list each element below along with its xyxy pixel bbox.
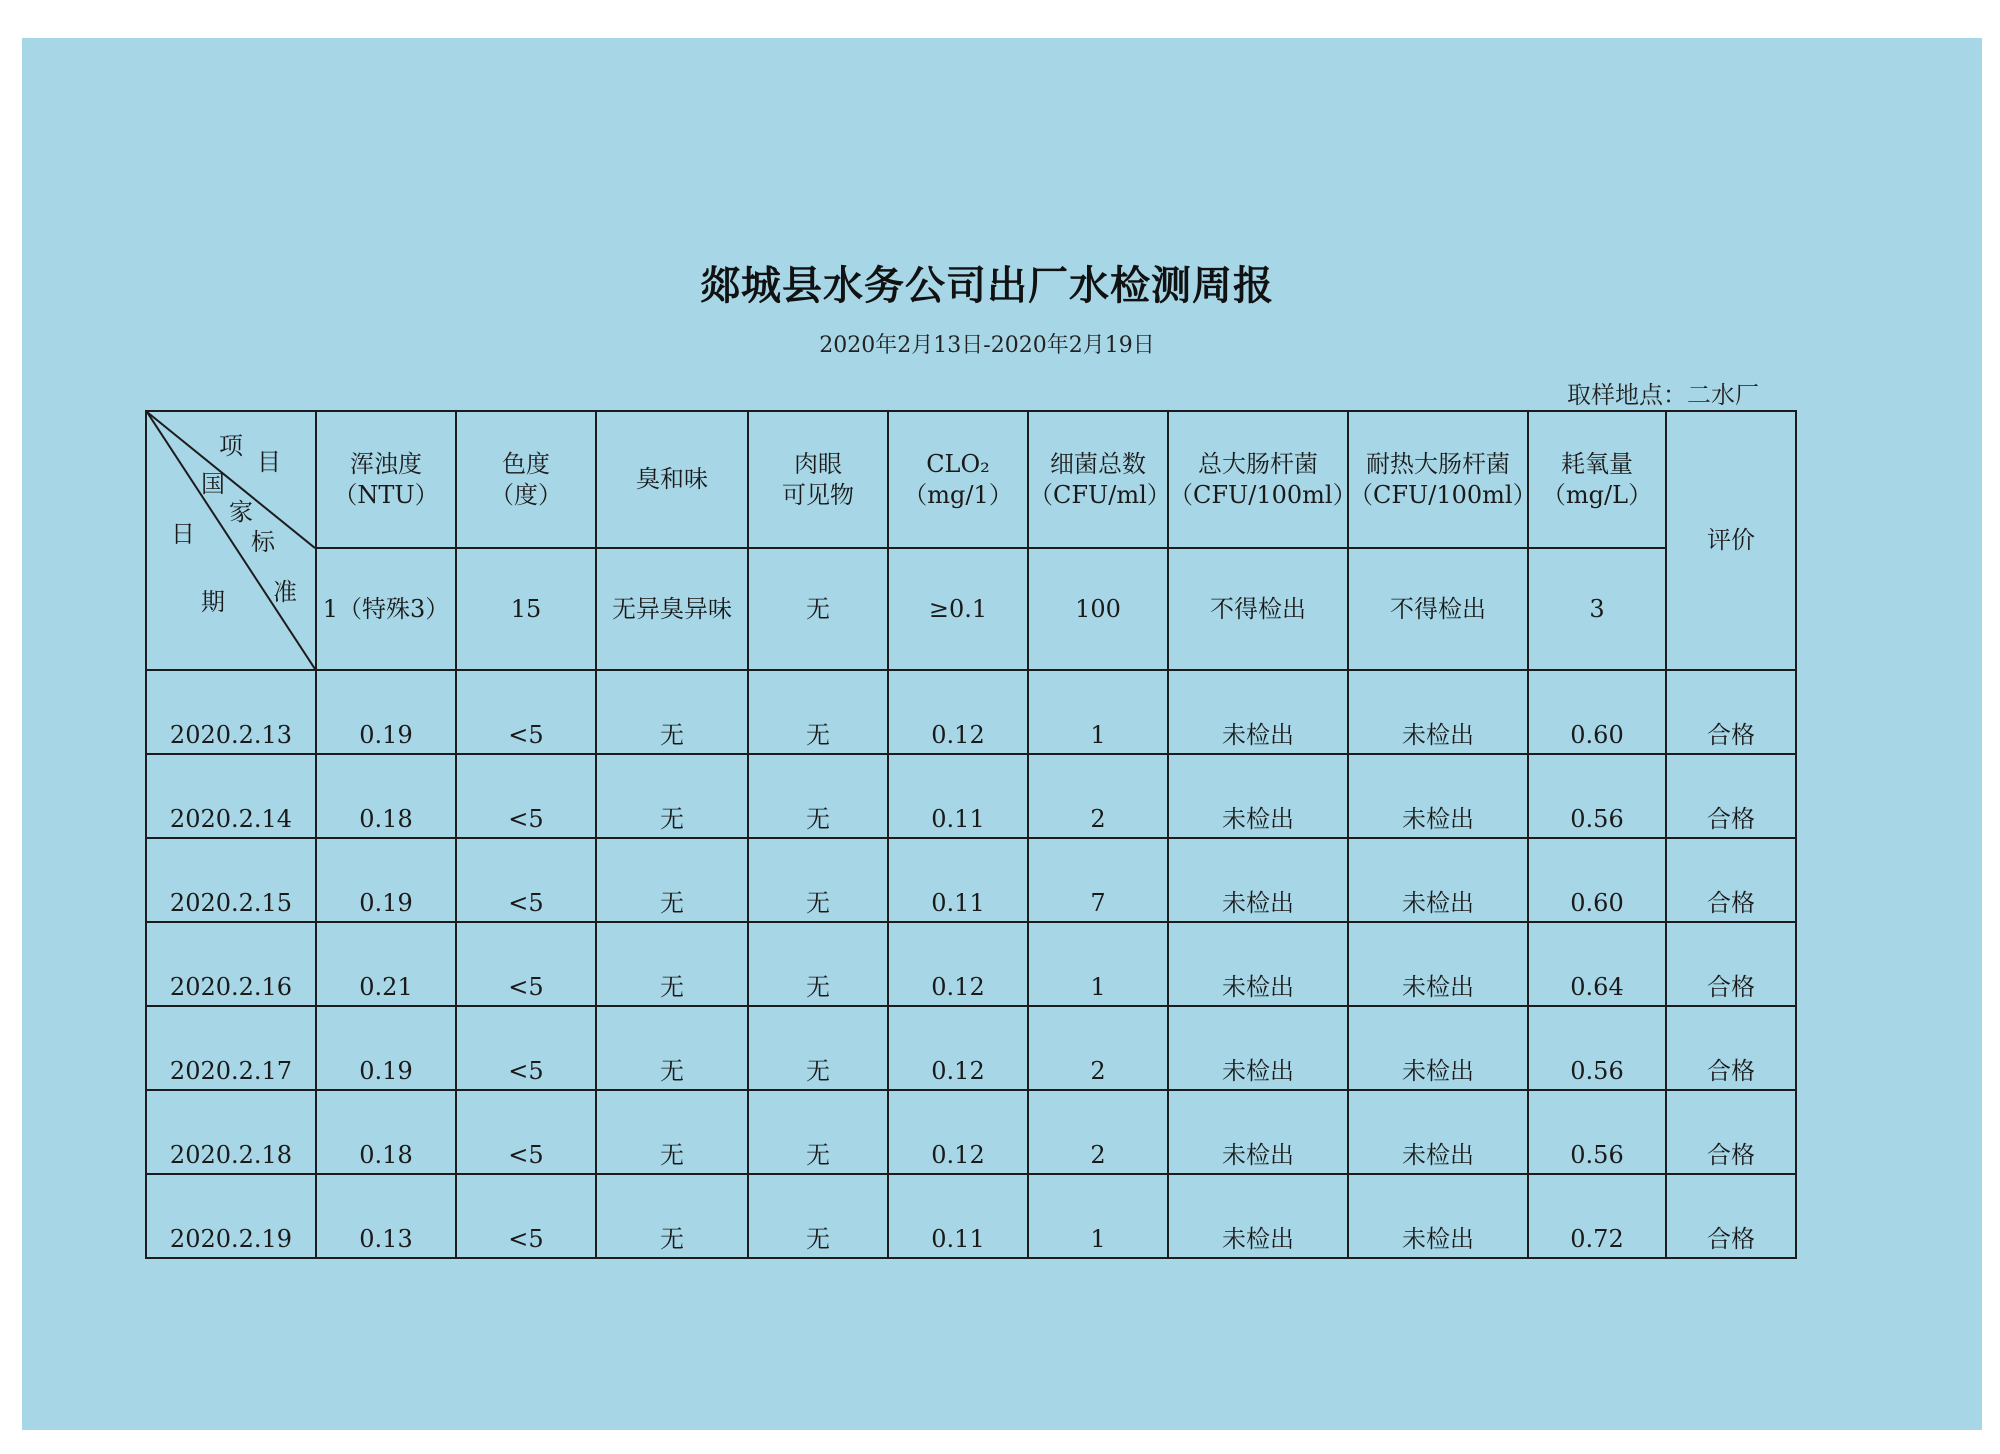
- column-header-4: [888, 411, 1028, 548]
- table-cell: 未检出: [1168, 1006, 1348, 1090]
- table-cell: 0.12: [888, 1006, 1028, 1090]
- table-cell: 无: [748, 754, 888, 838]
- column-header-1: [456, 411, 596, 548]
- column-unit: （mg/1）: [903, 480, 1013, 509]
- table-cell: <5: [456, 1174, 596, 1258]
- column-name: 浑浊度: [350, 449, 422, 478]
- row-date: 2020.2.17: [146, 1006, 316, 1090]
- table-cell: 无: [748, 838, 888, 922]
- date-range: 2020年2月13日-2020年2月19日: [819, 333, 1155, 358]
- column-header-5: [1028, 411, 1171, 548]
- standard-value-0: 1（特殊3）: [316, 548, 456, 670]
- table-cell: 0.60: [1528, 670, 1666, 754]
- table-cell: 1: [1028, 1174, 1168, 1258]
- table-cell: 无: [596, 1174, 748, 1258]
- table-cell: 0.11: [888, 754, 1028, 838]
- table-cell: 无: [596, 670, 748, 754]
- column-header-0: [316, 411, 456, 548]
- table-cell: <5: [456, 922, 596, 1006]
- row-date: 2020.2.16: [146, 922, 316, 1006]
- corner-label-std-1: 国: [201, 470, 225, 498]
- table-cell: 0.13: [316, 1174, 456, 1258]
- table-cell: 未检出: [1348, 754, 1528, 838]
- table-row: [146, 754, 1796, 838]
- table-cell: 2: [1028, 1090, 1168, 1174]
- table-cell: 未检出: [1168, 754, 1348, 838]
- table-cell: 0.12: [888, 922, 1028, 1006]
- table-cell: 0.19: [316, 670, 456, 754]
- table-cell: 无: [748, 1006, 888, 1090]
- table-cell: 0.56: [1528, 754, 1666, 838]
- table-cell: 2: [1028, 754, 1168, 838]
- corner-header-cell: [146, 411, 316, 670]
- column-unit: （NTU）: [333, 480, 439, 509]
- column-name: 肉眼: [794, 449, 842, 478]
- row-date: 2020.2.19: [146, 1174, 316, 1258]
- corner-label-item-2: 目: [257, 448, 281, 476]
- column-unit: （CFU/100ml）: [1349, 480, 1537, 509]
- evaluation-header: 评价: [1666, 411, 1796, 670]
- column-unit: （CFU/100ml）: [1169, 480, 1357, 509]
- table-cell: 未检出: [1168, 1090, 1348, 1174]
- column-header-8: [1528, 411, 1666, 548]
- column-name: 色度: [502, 449, 550, 478]
- table-row: [146, 922, 1796, 1006]
- row-date: 2020.2.13: [146, 670, 316, 754]
- corner-label-std-3: 标: [251, 528, 275, 556]
- table-cell: <5: [456, 838, 596, 922]
- table-cell: 无: [596, 1090, 748, 1174]
- standard-value-2: 无异臭异味: [596, 548, 748, 670]
- table-cell: 未检出: [1348, 838, 1528, 922]
- table-row: [146, 1090, 1796, 1174]
- column-unit: 可见物: [782, 480, 854, 509]
- table-cell: 未检出: [1168, 670, 1348, 754]
- sampling-site: 取样地点：二水厂: [1567, 381, 1759, 409]
- table-cell: <5: [456, 1090, 596, 1174]
- corner-label-date-2: 期: [201, 588, 225, 616]
- table-body: [146, 411, 1796, 1258]
- header-row-standards: [146, 548, 1796, 670]
- table-cell: 0.12: [888, 670, 1028, 754]
- table-cell: <5: [456, 1006, 596, 1090]
- row-date: 2020.2.14: [146, 754, 316, 838]
- table-row: [146, 670, 1796, 754]
- table-cell: 0.64: [1528, 922, 1666, 1006]
- table-cell: 2: [1028, 1006, 1168, 1090]
- table-cell: 0.11: [888, 838, 1028, 922]
- table-cell: 无: [596, 754, 748, 838]
- table-cell: <5: [456, 754, 596, 838]
- row-evaluation: 合格: [1666, 922, 1796, 1006]
- table-cell: 1: [1028, 922, 1168, 1006]
- table-cell: 未检出: [1348, 1090, 1528, 1174]
- table-row: [146, 838, 1796, 922]
- corner-label-date-1: 日: [171, 520, 195, 548]
- table-cell: 0.72: [1528, 1174, 1666, 1258]
- table-cell: 未检出: [1168, 1174, 1348, 1258]
- table-cell: 0.21: [316, 922, 456, 1006]
- column-name: 耐热大肠杆菌: [1366, 449, 1510, 478]
- table-cell: 无: [748, 922, 888, 1006]
- row-date: 2020.2.18: [146, 1090, 316, 1174]
- standard-value-7: 不得检出: [1348, 548, 1528, 670]
- table-cell: 1: [1028, 670, 1168, 754]
- table-cell: 0.18: [316, 754, 456, 838]
- table-cell: 7: [1028, 838, 1168, 922]
- column-name: 总大肠杆菌: [1198, 449, 1318, 478]
- table-cell: 未检出: [1348, 670, 1528, 754]
- table-cell: 0.11: [888, 1174, 1028, 1258]
- corner-label-std-2: 家: [229, 498, 253, 526]
- column-header-2: [596, 411, 748, 548]
- header-row-items: [146, 411, 1796, 548]
- column-unit: （度）: [490, 480, 562, 509]
- table-cell: 0.12: [888, 1090, 1028, 1174]
- table-cell: 0.19: [316, 1006, 456, 1090]
- paper-sheet: [22, 38, 1982, 1430]
- row-evaluation: 合格: [1666, 670, 1796, 754]
- standard-value-3: 无: [748, 548, 888, 670]
- table-cell: 0.18: [316, 1090, 456, 1174]
- corner-label-item-1: 项: [219, 432, 243, 460]
- column-name: 臭和味: [636, 465, 708, 493]
- table-cell: 无: [596, 922, 748, 1006]
- table-cell: 0.19: [316, 838, 456, 922]
- standard-value-6: 不得检出: [1168, 548, 1348, 670]
- table-cell: 未检出: [1348, 1174, 1528, 1258]
- row-evaluation: 合格: [1666, 838, 1796, 922]
- standard-value-4: ≥0.1: [888, 548, 1028, 670]
- standard-value-1: 15: [456, 548, 596, 670]
- column-unit: （CFU/ml）: [1029, 480, 1171, 509]
- water-quality-table: [145, 410, 1797, 1259]
- row-evaluation: 合格: [1666, 1174, 1796, 1258]
- column-name: 细菌总数: [1050, 449, 1146, 478]
- column-header-7: [1348, 411, 1537, 548]
- row-evaluation: 合格: [1666, 754, 1796, 838]
- table-cell: 未检出: [1168, 838, 1348, 922]
- row-evaluation: 合格: [1666, 1006, 1796, 1090]
- column-header-3: [748, 411, 888, 548]
- table-cell: 无: [748, 1174, 888, 1258]
- table-cell: 无: [596, 1006, 748, 1090]
- column-name: 耗氧量: [1561, 449, 1633, 478]
- table-cell: 未检出: [1168, 922, 1348, 1006]
- table-cell: 未检出: [1348, 1006, 1528, 1090]
- table-cell: 无: [748, 1090, 888, 1174]
- column-header-6: [1168, 411, 1357, 548]
- table-cell: 0.56: [1528, 1090, 1666, 1174]
- table-cell: <5: [456, 670, 596, 754]
- table-cell: 0.60: [1528, 838, 1666, 922]
- table-row: [146, 1174, 1796, 1258]
- column-unit: （mg/L）: [1541, 480, 1653, 509]
- table-cell: 未检出: [1348, 922, 1528, 1006]
- table-row: [146, 1006, 1796, 1090]
- row-date: 2020.2.15: [146, 838, 316, 922]
- page-title: 郯城县水务公司出厂水检测周报: [700, 263, 1274, 309]
- standard-value-5: 100: [1028, 548, 1168, 670]
- corner-label-std-4: 准: [273, 578, 297, 606]
- table-cell: 无: [748, 670, 888, 754]
- table-cell: 0.56: [1528, 1006, 1666, 1090]
- standard-value-8: 3: [1528, 548, 1666, 670]
- column-name: CLO₂: [926, 449, 990, 478]
- row-evaluation: 合格: [1666, 1090, 1796, 1174]
- table-cell: 无: [596, 838, 748, 922]
